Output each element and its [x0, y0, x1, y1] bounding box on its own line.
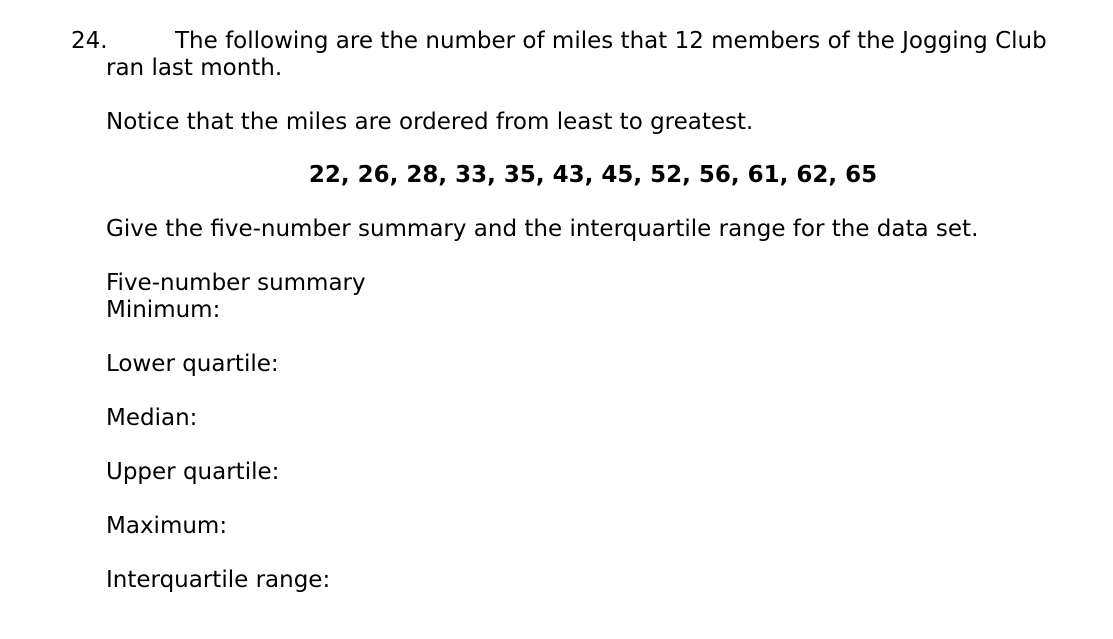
data-set-values: 22, 26, 28, 33, 35, 43, 45, 52, 56, 61, 62, 65 — [308, 162, 878, 188]
five-number-summary-title: Five-number summary — [106, 270, 366, 296]
median-label: Median: — [106, 405, 198, 431]
question-text-line1: The following are the number of miles that 12 members of the Jogging Club — [175, 28, 1047, 54]
minimum-label: Minimum: — [106, 297, 221, 323]
interquartile-range-label: Interquartile range: — [106, 567, 331, 593]
upper-quartile-label: Upper quartile: — [106, 459, 280, 485]
maximum-label: Maximum: — [106, 513, 228, 539]
instruction-text: Give the five-number summary and the interquartile range for the data set. — [106, 216, 979, 242]
lower-quartile-label: Lower quartile: — [106, 351, 279, 377]
question-text-line2: ran last month. — [106, 55, 283, 81]
notice-text: Notice that the miles are ordered from least to greatest. — [106, 109, 754, 135]
problem-number: 24. — [71, 28, 108, 54]
